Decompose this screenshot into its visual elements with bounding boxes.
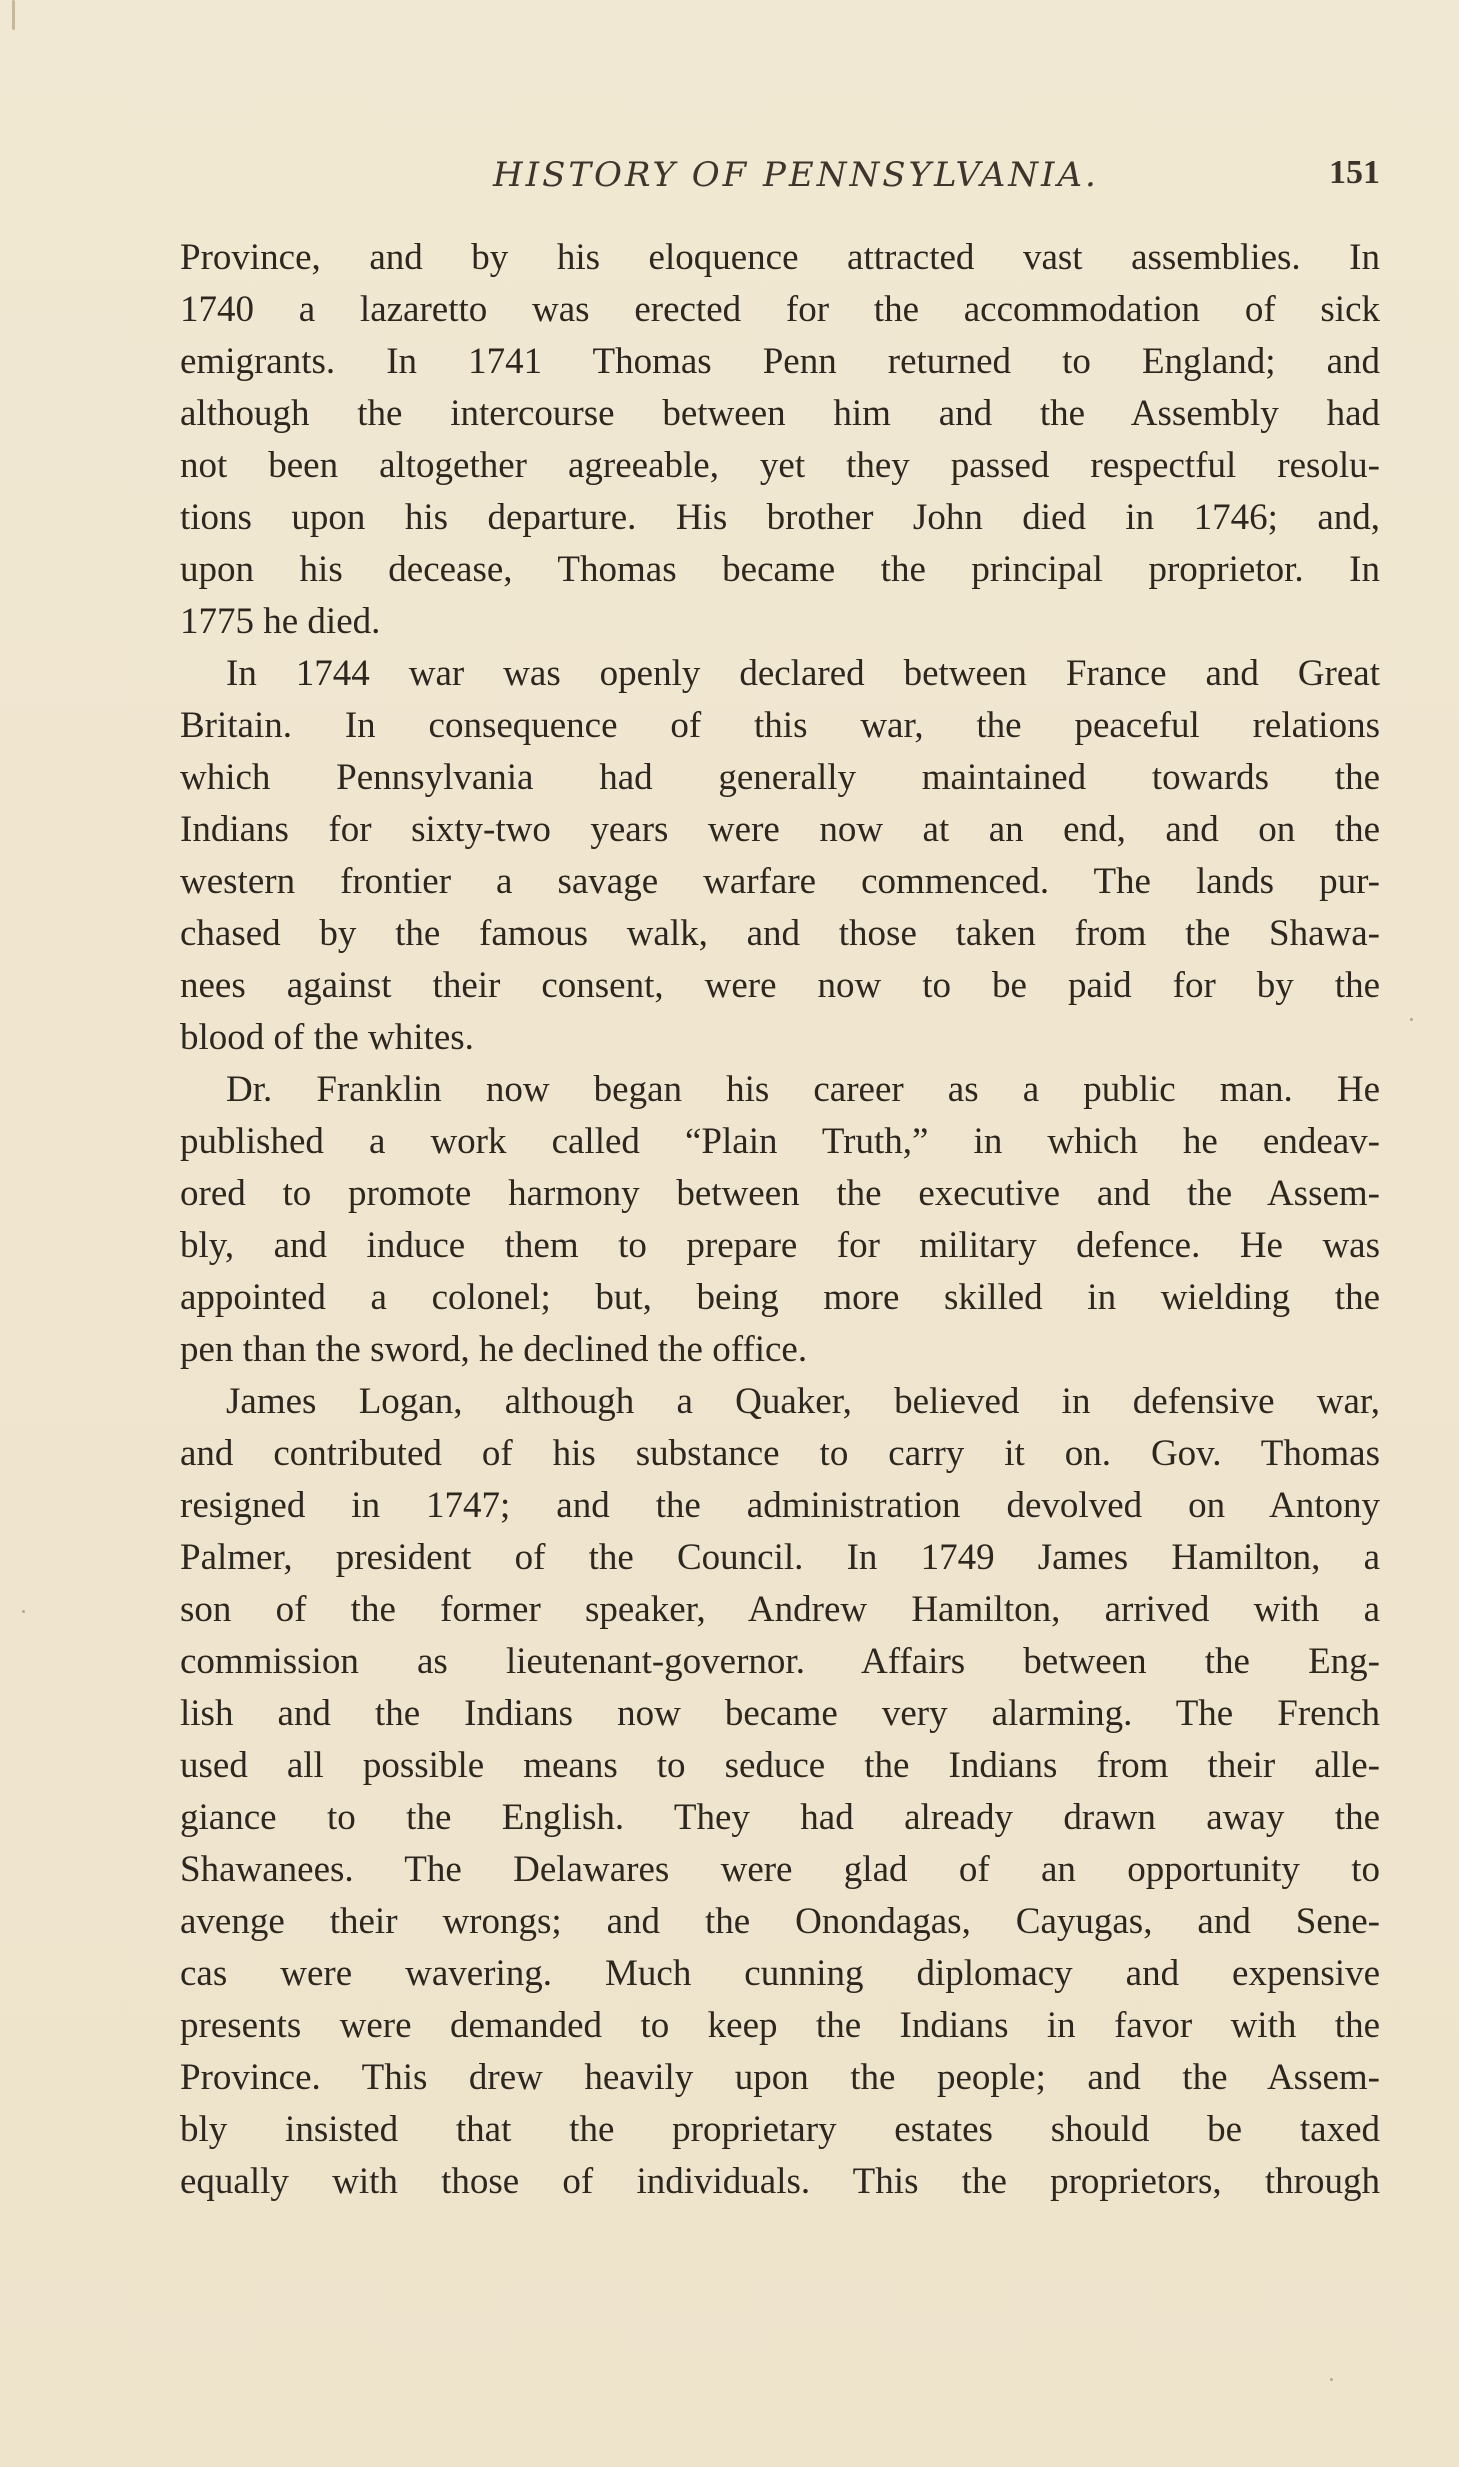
text-line: equally with those of individuals. This the proprietors, through bbox=[180, 2161, 1380, 2202]
text-line: not been altogether agreeable, yet they passed respectful resolu- bbox=[180, 445, 1380, 486]
text-line: cas were wavering. Much cunning diplomacy and expensive bbox=[180, 1953, 1380, 1994]
text-line: tions upon his departure. His brother John died in 1746; and, bbox=[180, 497, 1380, 538]
text-line: upon his decease, Thomas became the principal proprietor. In bbox=[180, 549, 1380, 590]
paragraph-1 bbox=[180, 232, 1380, 648]
text-line: In 1744 war was openly declared between France and Great bbox=[226, 653, 1380, 694]
text-line: emigrants. In 1741 Thomas Penn returned to England; and bbox=[180, 341, 1380, 382]
text-line: avenge their wrongs; and the Onondagas, Cayugas, and Sene- bbox=[180, 1901, 1380, 1942]
text-line: lish and the Indians now became very alarming. The French bbox=[180, 1693, 1380, 1734]
paper-speck bbox=[1410, 1018, 1413, 1021]
text-line: used all possible means to seduce the Indians from their alle- bbox=[180, 1745, 1380, 1786]
page-number: 151 bbox=[1329, 154, 1380, 191]
text-line: Province. This drew heavily upon the people; and the Assem- bbox=[180, 2057, 1380, 2098]
text-line: appointed a colonel; but, being more skilled in wielding the bbox=[180, 1277, 1380, 1318]
text-line: commission as lieutenant-governor. Affairs between the Eng- bbox=[180, 1641, 1380, 1682]
running-title: HISTORY OF PENNSYLVANIA. bbox=[493, 155, 1099, 195]
text-line: ored to promote harmony between the executive and the Assem- bbox=[180, 1173, 1380, 1214]
text-line: Britain. In consequence of this war, the peaceful relations bbox=[180, 705, 1380, 746]
text-line: which Pennsylvania had generally maintained towards the bbox=[180, 757, 1380, 798]
gutter-mark bbox=[12, 0, 15, 30]
text-line: although the intercourse between him and the Assembly had bbox=[180, 393, 1380, 434]
text-line: chased by the famous walk, and those taken from the Shawa- bbox=[180, 913, 1380, 954]
body-text bbox=[180, 232, 1380, 2208]
text-line: western frontier a savage warfare commenced. The lands pur- bbox=[180, 861, 1380, 902]
text-line: bly insisted that the proprietary estates should be taxed bbox=[180, 2109, 1380, 2150]
text-line: published a work called “Plain Truth,” in which he endeav- bbox=[180, 1121, 1380, 1162]
text-line: 1775 he died. bbox=[180, 601, 381, 642]
text-line: Shawanees. The Delawares were glad of an opportunity to bbox=[180, 1849, 1380, 1890]
paragraph-2 bbox=[180, 648, 1380, 1064]
text-line: 1740 a lazaretto was erected for the accommodation of sick bbox=[180, 289, 1380, 330]
text-line: Palmer, president of the Council. In 1749 James Hamilton, a bbox=[180, 1537, 1380, 1578]
text-line: Indians for sixty-two years were now at an end, and on the bbox=[180, 809, 1380, 850]
text-line: presents were demanded to keep the Indians in favor with the bbox=[180, 2005, 1380, 2046]
text-line: resigned in 1747; and the administration devolved on Antony bbox=[180, 1485, 1380, 1526]
text-line: bly, and induce them to prepare for military defence. He was bbox=[180, 1225, 1380, 1266]
text-line: son of the former speaker, Andrew Hamilton, arrived with a bbox=[180, 1589, 1380, 1630]
paragraph-4 bbox=[180, 1376, 1380, 2208]
text-line: nees against their consent, were now to be paid for by the bbox=[180, 965, 1380, 1006]
text-line: blood of the whites. bbox=[180, 1017, 474, 1058]
text-line: Province, and by his eloquence attracted vast assemblies. In bbox=[180, 237, 1380, 278]
text-line: giance to the English. They had already drawn away the bbox=[180, 1797, 1380, 1838]
paper-speck bbox=[22, 1610, 25, 1613]
paper-speck bbox=[1330, 2378, 1333, 2381]
text-line: Dr. Franklin now began his career as a public man. He bbox=[226, 1069, 1380, 1110]
text-line: pen than the sword, he declined the office. bbox=[180, 1329, 808, 1370]
text-line: James Logan, although a Quaker, believed in defensive war, bbox=[226, 1381, 1380, 1422]
paragraph-3 bbox=[180, 1064, 1380, 1376]
page-header bbox=[180, 145, 1380, 209]
text-line: and contributed of his substance to carry it on. Gov. Thomas bbox=[180, 1433, 1380, 1474]
